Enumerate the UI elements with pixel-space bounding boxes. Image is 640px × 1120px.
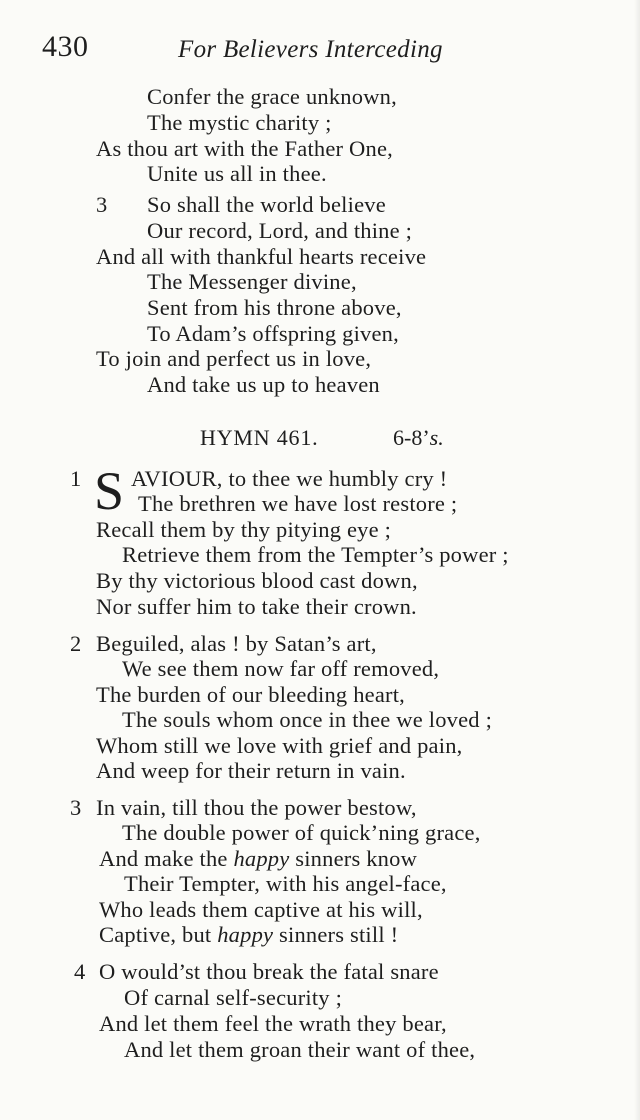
verse-line: Their Tempter, with his angel-face, — [124, 871, 447, 896]
verse-line: Who leads them captive at his will, — [99, 897, 423, 922]
stanza-number: 2 — [70, 631, 82, 656]
verse-line: And let them feel the wrath they bear, — [99, 1011, 447, 1036]
verse-line: Retrieve them from the Tempter’s power ; — [122, 542, 509, 567]
stanza-number: 4 — [74, 959, 86, 984]
hymn-title: HYMN 461. — [200, 425, 319, 450]
verse-line: Nor suffer him to take their crown. — [96, 594, 417, 619]
verse-line: Confer the grace unknown, — [147, 84, 397, 109]
verse-line: Recall them by thy pitying eye ; — [96, 517, 392, 542]
emphasis-text: happy — [217, 922, 274, 947]
verse-line: O would’st thou break the fatal snare — [99, 959, 439, 984]
verse-line: We see them now far off removed, — [122, 656, 440, 681]
hymn-meter-number: 6-8’ — [393, 425, 430, 450]
verse-line: Sent from his throne above, — [147, 295, 402, 320]
page-header — [0, 30, 640, 70]
verse-line: And all with thankful hearts receive — [96, 244, 427, 269]
emphasis-text: happy — [233, 846, 290, 871]
verse-text: And make the — [99, 846, 234, 871]
verse-line: And take us up to heaven — [147, 372, 380, 397]
running-title: For Believers Interceding — [178, 36, 443, 63]
verse-line: By thy victorious blood cast down, — [96, 568, 418, 593]
verse-line: The brethren we have lost restore ; — [138, 491, 458, 516]
verse-line: To join and perfect us in love, — [96, 346, 372, 371]
verse-line: Unite us all in thee. — [147, 161, 327, 186]
stanza-number: 3 — [70, 795, 82, 820]
verse-line — [99, 846, 417, 872]
stanza-number: 3 — [96, 192, 108, 217]
verse-line: Our record, Lord, and thine ; — [147, 218, 413, 243]
verse-line: Of carnal self-security ; — [124, 985, 343, 1010]
page-edge-shadow — [634, 0, 640, 1120]
verse-line: As thou art with the Father One, — [96, 136, 393, 161]
verse-line: The burden of our bleeding heart, — [96, 682, 405, 707]
verse-line: And weep for their return in vain. — [96, 758, 406, 783]
stanza-number: 1 — [70, 466, 82, 491]
verse-line: The souls whom once in thee we loved ; — [122, 707, 493, 732]
verse-text: Captive, but — [99, 922, 218, 947]
verse-line: Whom still we love with grief and pain, — [96, 733, 463, 758]
verse-line: To Adam’s offspring given, — [147, 321, 399, 346]
drop-cap: S — [94, 461, 125, 521]
verse-text: sinners know — [289, 846, 418, 871]
hymn-meter-suffix: s. — [429, 425, 444, 450]
verse-line — [99, 922, 398, 948]
page-number: 430 — [42, 30, 89, 63]
verse-line: The Messenger divine, — [147, 269, 357, 294]
verse-text: sinners still ! — [273, 922, 399, 947]
verse-line: Beguiled, alas ! by Satan’s art, — [96, 631, 377, 656]
verse-line: The double power of quick’ning grace, — [122, 820, 481, 845]
verse-line: In vain, till thou the power bestow, — [96, 795, 417, 820]
verse-line: And let them groan their want of thee, — [124, 1037, 476, 1062]
verse-line: The mystic charity ; — [147, 110, 332, 135]
verse-line: So shall the world believe — [147, 192, 386, 217]
hymn-meter — [393, 425, 444, 451]
verse-line: AVIOUR, to thee we humbly cry ! — [131, 466, 448, 491]
